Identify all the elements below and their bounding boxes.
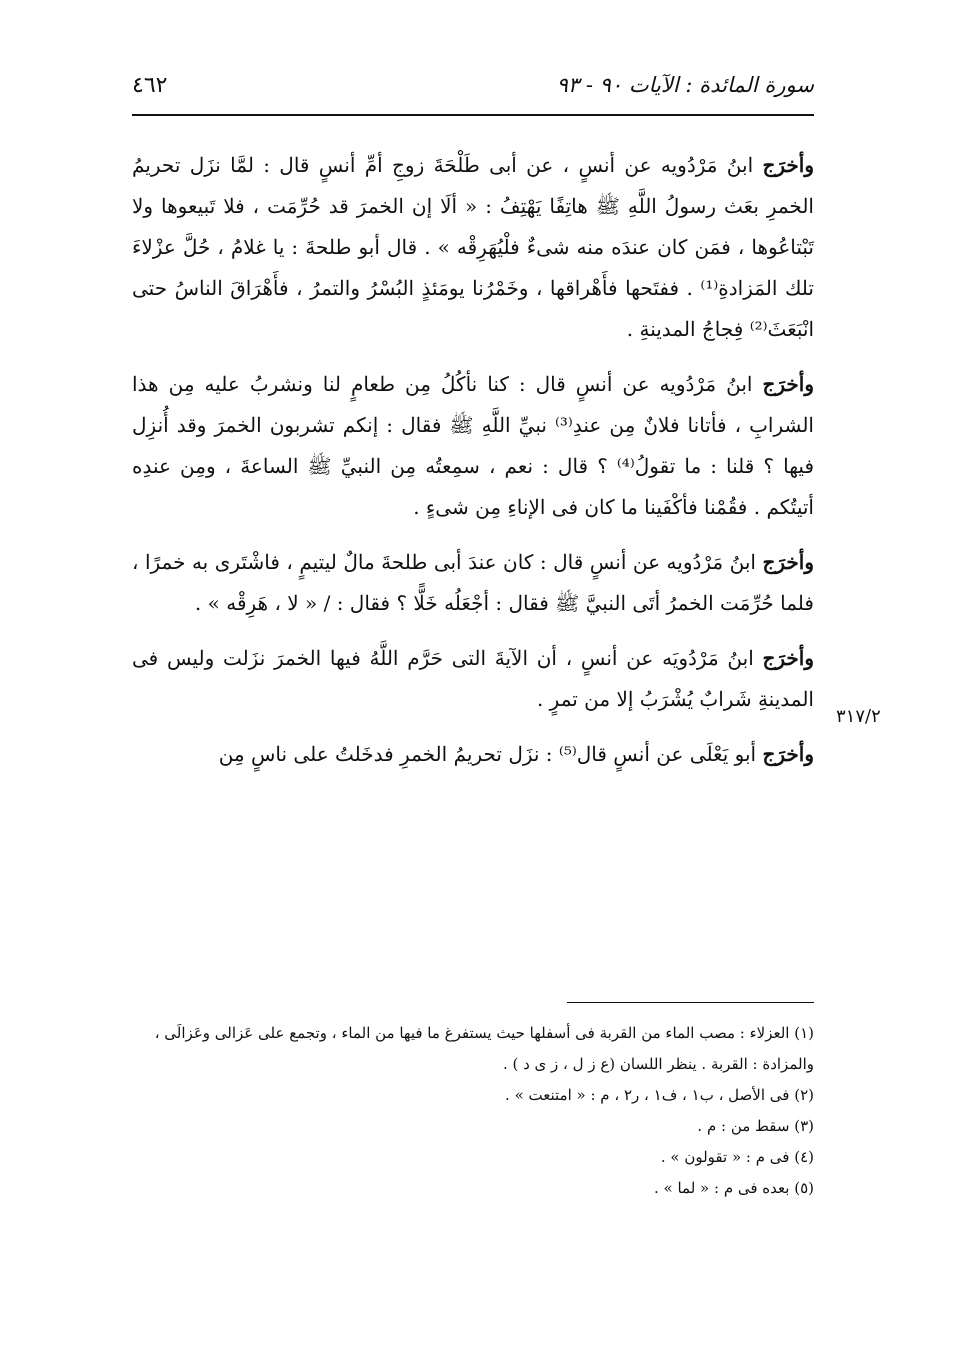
footnote: (٤) فى م : « تقولون » . [660, 1148, 814, 1166]
footnote: (٥) بعده فى م : « لما » . [653, 1179, 814, 1197]
footnotes [132, 1018, 814, 1204]
paragraph-body: ابنُ مَرْدُويه عن أنسٍ قال : كنا نأكُلُ مِن طعامٍ لنا ونشربُ عليه مِن هذا الشرابِ ، فأتانا فلانٌ مِن عندِ⁽³⁾ نبيِّ اللَّهِ ﷺ فقال : إنكم تشربون الخمرَ وقد أُنزِل فيها ؟ قلنا : ما تقولُ⁽⁴⁾ ؟ قال : نعم ، سمِعتُه مِن النبيِّ ﷺ الساعةَ ، ومِن عندِه أتيتُكم . فقُمْنا فأكْفَينا ما كان فى الإناءِ مِن شىءٍ . [132, 372, 815, 519]
paragraph-body: أبو يَعْلَى عن أنسٍ قال⁽⁵⁾ : نزَل تحريمُ الخمرِ فدخَلتُ على ناسٍ مِن [218, 742, 763, 766]
header-rule [132, 114, 814, 116]
main-text [132, 145, 814, 789]
margin-reference: ٣١٧/٢ [836, 706, 881, 727]
page-number: ٤٦٢ [132, 72, 168, 98]
footnote: (٣) سقط من : م . [697, 1117, 814, 1135]
page-header [132, 60, 814, 110]
footnote: (٢) فى الأصل ، ب١ ، ف١ ، ر٢ ، م : « امتنعت » . [505, 1086, 814, 1104]
paragraph [132, 364, 814, 528]
paragraph-body: ابنُ مَرْدُويَه عن أنسٍ ، أن الآيةَ التى حَرَّم اللَّهُ فيها الخمرَ نزَلت وليس فى المدينةِ شَرابٌ يُشْرَبُ إلا من تمرٍ . [132, 646, 814, 711]
paragraph-lead: وأخرَج [762, 646, 814, 670]
paragraph [132, 145, 814, 350]
paragraph [132, 638, 814, 720]
footnote: (١) العزلاء : مصب الماء من القربة فى أسفلها حيث يستفرغ ما فيها من الماء ، وتجمع على عَزالى وعَزالَى ، والمزادة : القربة . ينظر اللسان (ع ز ل ، ز ى د ) . [154, 1024, 814, 1073]
footnote-rule [567, 1002, 814, 1003]
paragraph-lead: وأخرَج [762, 550, 814, 574]
paragraph-body: ابنُ مَرْدُويه عن أنسٍ ، عن أبى طَلْحَةَ زوجِ أمِّ أنسٍ قال : لمَّا نزَل تحريمُ الخمرِ بعَث رسولُ اللَّهِ ﷺ هاتِفًا يَهْتِفُ : « ألَا إن الخمرَ قد حُرِّمَت ، فلا تَبيعوها ولا تَبْتاعُوها ، فمَن كان عندَه منه شىءٌ فلْيُهَرِقْه » . قال أبو طلحةَ : يا غلامُ ، حُلَّ عزْلاءَ تلك المَزادةِ⁽¹⁾ . ففتَحها فأَهْراقها ، وخَمْرُنا يومَئذٍ البُسْرُ والتمرُ ، فأَهْرَاقَ الناسُ حتى انْبَعَثَ⁽²⁾ فِجاجُ المدينةِ . [132, 153, 814, 341]
paragraph-body: ابنُ مَرْدُويه عن أنسٍ قال : كان عندَ أبى طلحةَ مالٌ ليتيمٍ ، فاشْتَرى به خمرًا ، فلما حُرِّمَت الخمرُ أتَى النبيَّ ﷺ فقال : أجْعَلُه خَلًّا ؟ فقال : / « لا ، هَرِقْه » . [132, 550, 814, 615]
paragraph-lead: وأخرَج [762, 742, 814, 766]
running-title: سورة المائدة : الآيات ٩٠ - ٩٣ [556, 73, 814, 97]
paragraph-lead: وأخرَج [762, 372, 814, 396]
paragraph-lead: وأخرَج [762, 153, 814, 177]
paragraph [132, 542, 814, 624]
paragraph [132, 734, 814, 775]
